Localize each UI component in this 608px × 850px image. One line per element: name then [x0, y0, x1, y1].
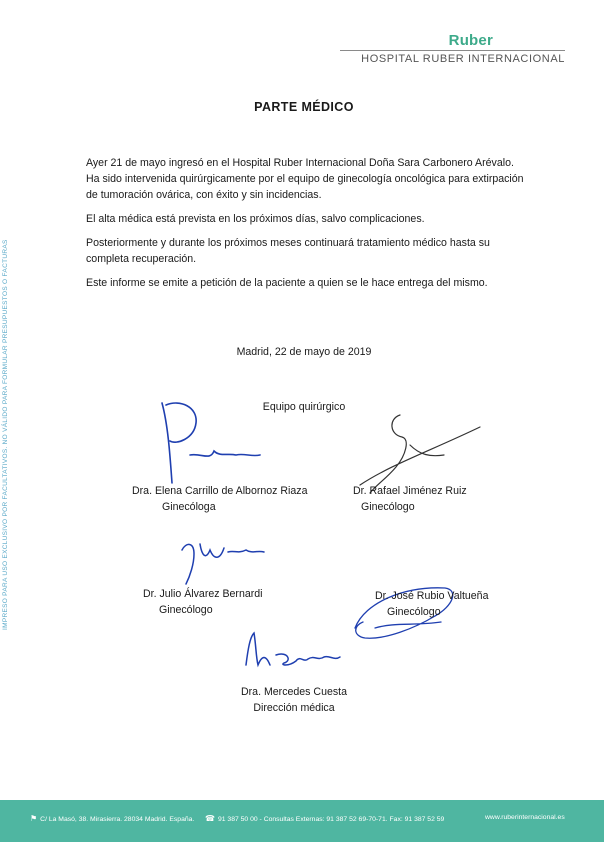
footer-bar — [0, 800, 604, 842]
page-title: PARTE MÉDICO — [254, 100, 354, 114]
signature-cuesta — [238, 625, 348, 675]
signatory-role: Ginecóloga — [162, 501, 216, 513]
signatory-role: Dirección médica — [253, 702, 335, 714]
paragraph: Este informe se emite a petición de la paciente a quien se le hace entrega del mismo. — [86, 277, 488, 289]
signatory-name: Dr. Julio Álvarez Bernardi — [143, 588, 263, 600]
signatory-role: Ginecólogo — [159, 604, 213, 616]
logo-word: Ruber — [448, 32, 493, 49]
logo-subtitle: HOSPITAL RUBER INTERNACIONAL — [340, 50, 565, 65]
footer-phones: ☎ 91 387 50 00 - Consultas Externas: 91 387 52 69-70-71. Fax: 91 387 52 59 — [205, 814, 445, 823]
phone-icon: ☎ — [205, 814, 215, 823]
signatory-alvarez — [143, 586, 263, 618]
footer-website[interactable]: www.ruberinternacional.es — [485, 814, 565, 821]
side-disclaimer: IMPRESO PARA USO EXCLUSIVO POR FACULTATIVOS. NO VÁLIDO PARA FORMULAR PRESUPUESTOS O FACTURAS — [2, 239, 9, 630]
signatory-jimenez — [353, 483, 467, 515]
report-body — [86, 155, 524, 299]
signature-alvarez — [172, 520, 282, 590]
signatory-cuesta — [241, 684, 347, 716]
paragraph: Ayer 21 de mayo ingresó en el Hospital Ruber Internacional Doña Sara Carbonero Arévalo. Ha sido intervenida quirúrgicamente por el equipo de ginecología oncológica para extirpación de tumoración ovárica, con éxito y sin incidencias. — [86, 157, 524, 201]
paragraph: El alta médica está prevista en los próximos días, salvo complicaciones. — [86, 213, 425, 225]
signatory-role: Ginecólogo — [387, 606, 441, 618]
signatory-name: Dra. Mercedes Cuesta — [241, 686, 347, 698]
date-line: Madrid, 22 de mayo de 2019 — [236, 346, 372, 358]
signatory-name: Dra. Elena Carrillo de Albornoz Riaza — [132, 485, 308, 497]
signatory-rubio — [375, 588, 488, 620]
signatory-role: Ginecólogo — [361, 501, 415, 513]
team-heading: Equipo quirúrgico — [262, 401, 346, 413]
location-pin-icon: ⚑ — [30, 814, 38, 823]
signature-carrillo — [150, 395, 280, 495]
signatory-carrillo — [132, 483, 307, 515]
footer-address: ⚑ C/ La Masó, 38. Mirasierra. 28034 Madrid. España. — [30, 814, 195, 823]
signatory-name: Dr. Rafael Jiménez Ruiz — [353, 485, 467, 497]
paragraph: Posteriormente y durante los próximos meses continuará tratamiento médico hasta su completa recuperación. — [86, 237, 490, 265]
signatory-name: Dr. José Rubio Valtueña — [375, 590, 489, 602]
